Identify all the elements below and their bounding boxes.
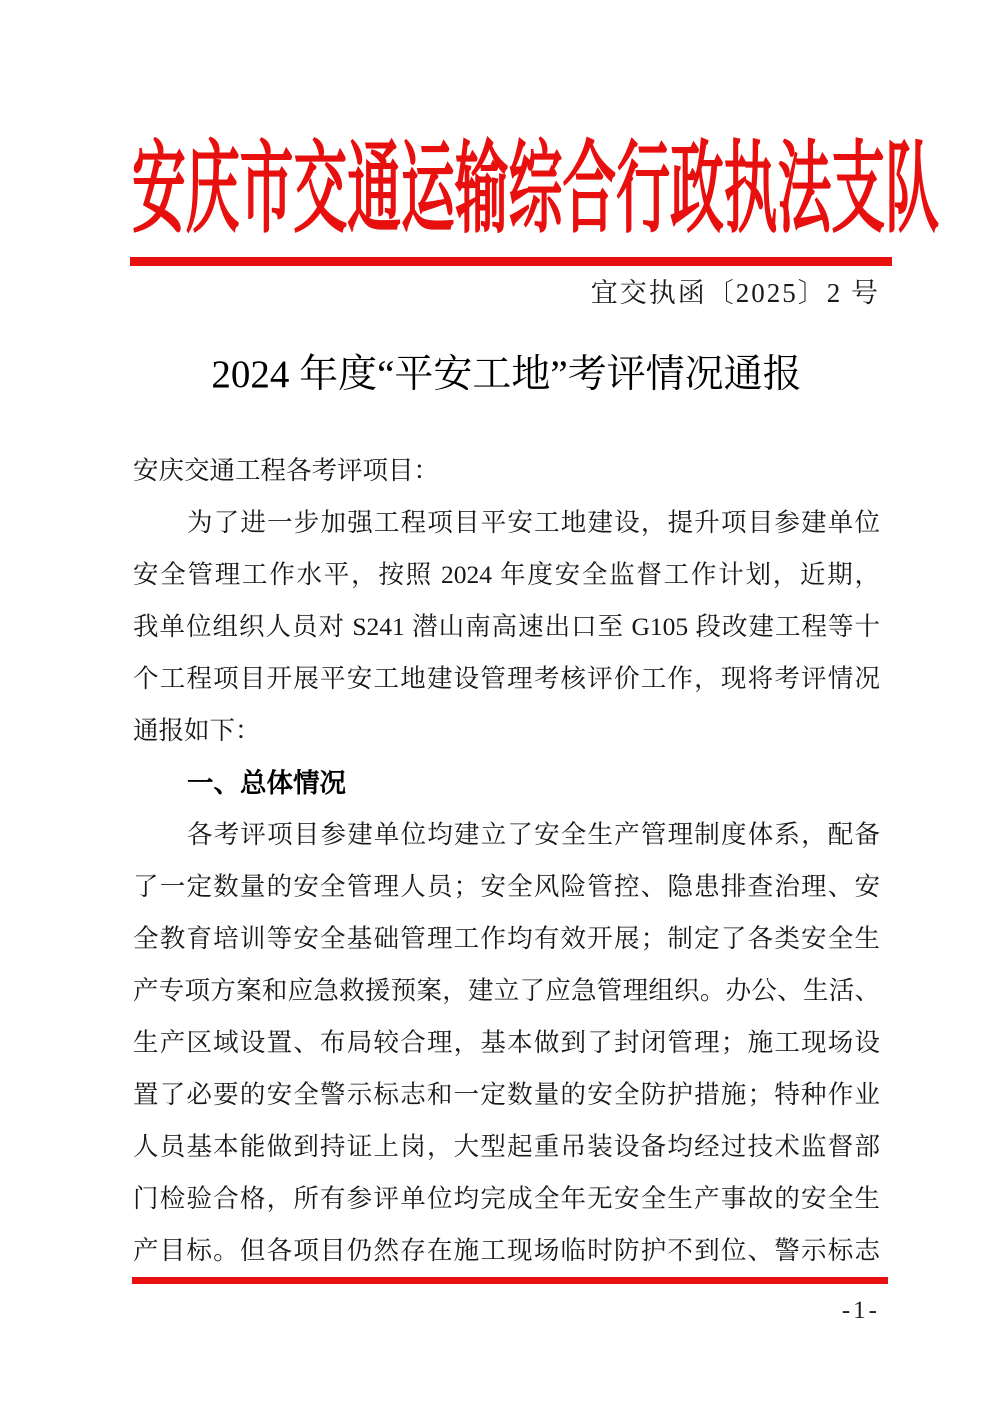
document-title: 2024 年度“平安工地”考评情况通报 [211,353,802,396]
body-line: 生产区域设置、布局较合理，基本做到了封闭管理；施工现场设 [133,1028,880,1057]
doc-number: 宜交执函〔2025〕2 号 [590,278,880,308]
body-line: 为了进一步加强工程项目平安工地建设，提升项目参建单位 [187,508,880,537]
body-line: 门检验合格，所有参评单位均完成全年无安全生产事故的安全生 [133,1184,880,1213]
body-line: 通报如下： [133,716,261,745]
body-line: 产目标。但各项目仍然存在施工现场临时防护不到位、警示标志 [133,1236,880,1265]
body-line: 产专项方案和应急救援预案，建立了应急管理组织。办公、生活、 [133,976,880,1005]
body-line: 我单位组织人员对 S241 潜山南高速出口至 G105 段改建工程等十 [133,612,880,641]
body-line: 置了必要的安全警示标志和一定数量的安全防护措施；特种作业 [133,1080,880,1109]
letterhead [132,134,939,248]
letterhead-rule [130,257,892,266]
body-line: 各考评项目参建单位均建立了安全生产管理制度体系，配备 [187,820,880,849]
body-line: 人员基本能做到持证上岗，大型起重吊装设备均经过技术监督部 [133,1132,880,1161]
document-body [133,445,880,1277]
body-line: 全教育培训等安全基础管理工作均有效开展；制定了各类安全生 [133,924,880,953]
body-line: 个工程项目开展平安工地建设管理考核评价工作，现将考评情况 [133,664,880,693]
footer-rule [132,1277,888,1284]
body-line: 了一定数量的安全管理人员；安全风险管控、隐患排查治理、安 [133,872,880,901]
body-line-salutation: 安庆交通工程各考评项目： [133,456,440,485]
page-number: -1- [841,1297,880,1324]
body-line: 安全管理工作水平，按照 2024 年度安全监督工作计划，近期， [133,560,880,589]
section-heading: 一、总体情况 [187,768,346,798]
agency-name: 安庆市交通运输综合行政执法支队 [132,134,939,245]
